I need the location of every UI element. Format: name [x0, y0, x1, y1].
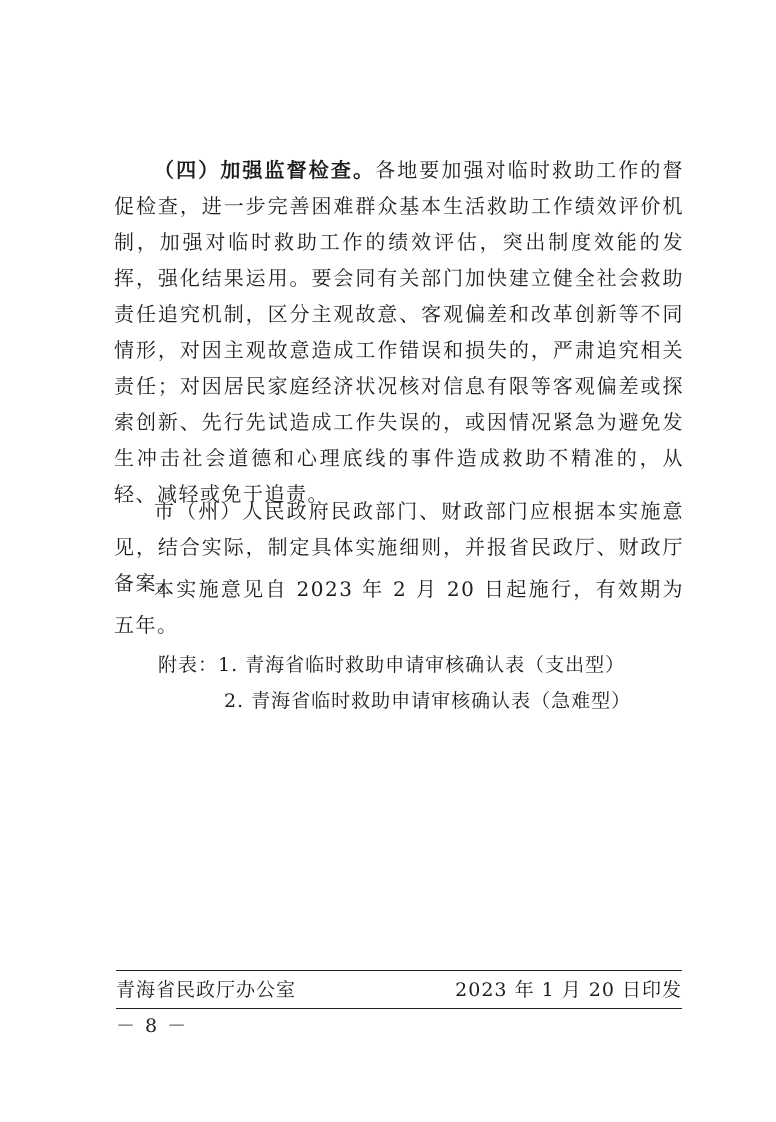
- paragraph-effective-date: 本实施意见自 2023 年 2 月 20 日起施行，有效期为五年。: [114, 577, 684, 637]
- section-heading: （四）加强监督检查。: [154, 158, 376, 182]
- paragraph-supervision: [114, 152, 684, 512]
- paragraph-implementation-rules: 市（州）人民政府民政部门、财政部门应根据本实施意见，结合实际，制定具体实施细则，并报省民政厅、财政厅备案。: [114, 499, 684, 595]
- footer-bottom-rule: [116, 1008, 682, 1009]
- paragraph-body: 各地要加强对临时救助工作的督促检查，进一步完善困难群众基本生活救助工作绩效评价机制，加强对临时救助工作的绩效评估，突出制度效能的发挥，强化结果运用。要会同有关部门加快建立健全社会救助责任追究机制，区分主观故意、客观偏差和改革创新等不同情形，对因主观故意造成工作错误和损失的，严肃追究相关责任；对因居民家庭经济状况核对信息有限等客观偏差或探索创新、先行先试造成工作失误的，或因情况紧急为避免发生冲击社会道德和心理底线的事件造成救助不精准的，从轻、减轻或免于追责。: [114, 158, 685, 506]
- issuing-office: 青海省民政厅办公室: [116, 979, 297, 1001]
- footer-top-rule: [116, 970, 682, 971]
- issue-date: 2023 年 1 月 20 日印发: [455, 979, 682, 1001]
- attachment-item-1: 附表：1. 青海省临时救助申请审核确认表（支出型）: [158, 654, 626, 676]
- attachment-item-2: 2. 青海省临时救助申请审核确认表（急难型）: [224, 690, 632, 712]
- page-number: － 8 －: [116, 1015, 189, 1037]
